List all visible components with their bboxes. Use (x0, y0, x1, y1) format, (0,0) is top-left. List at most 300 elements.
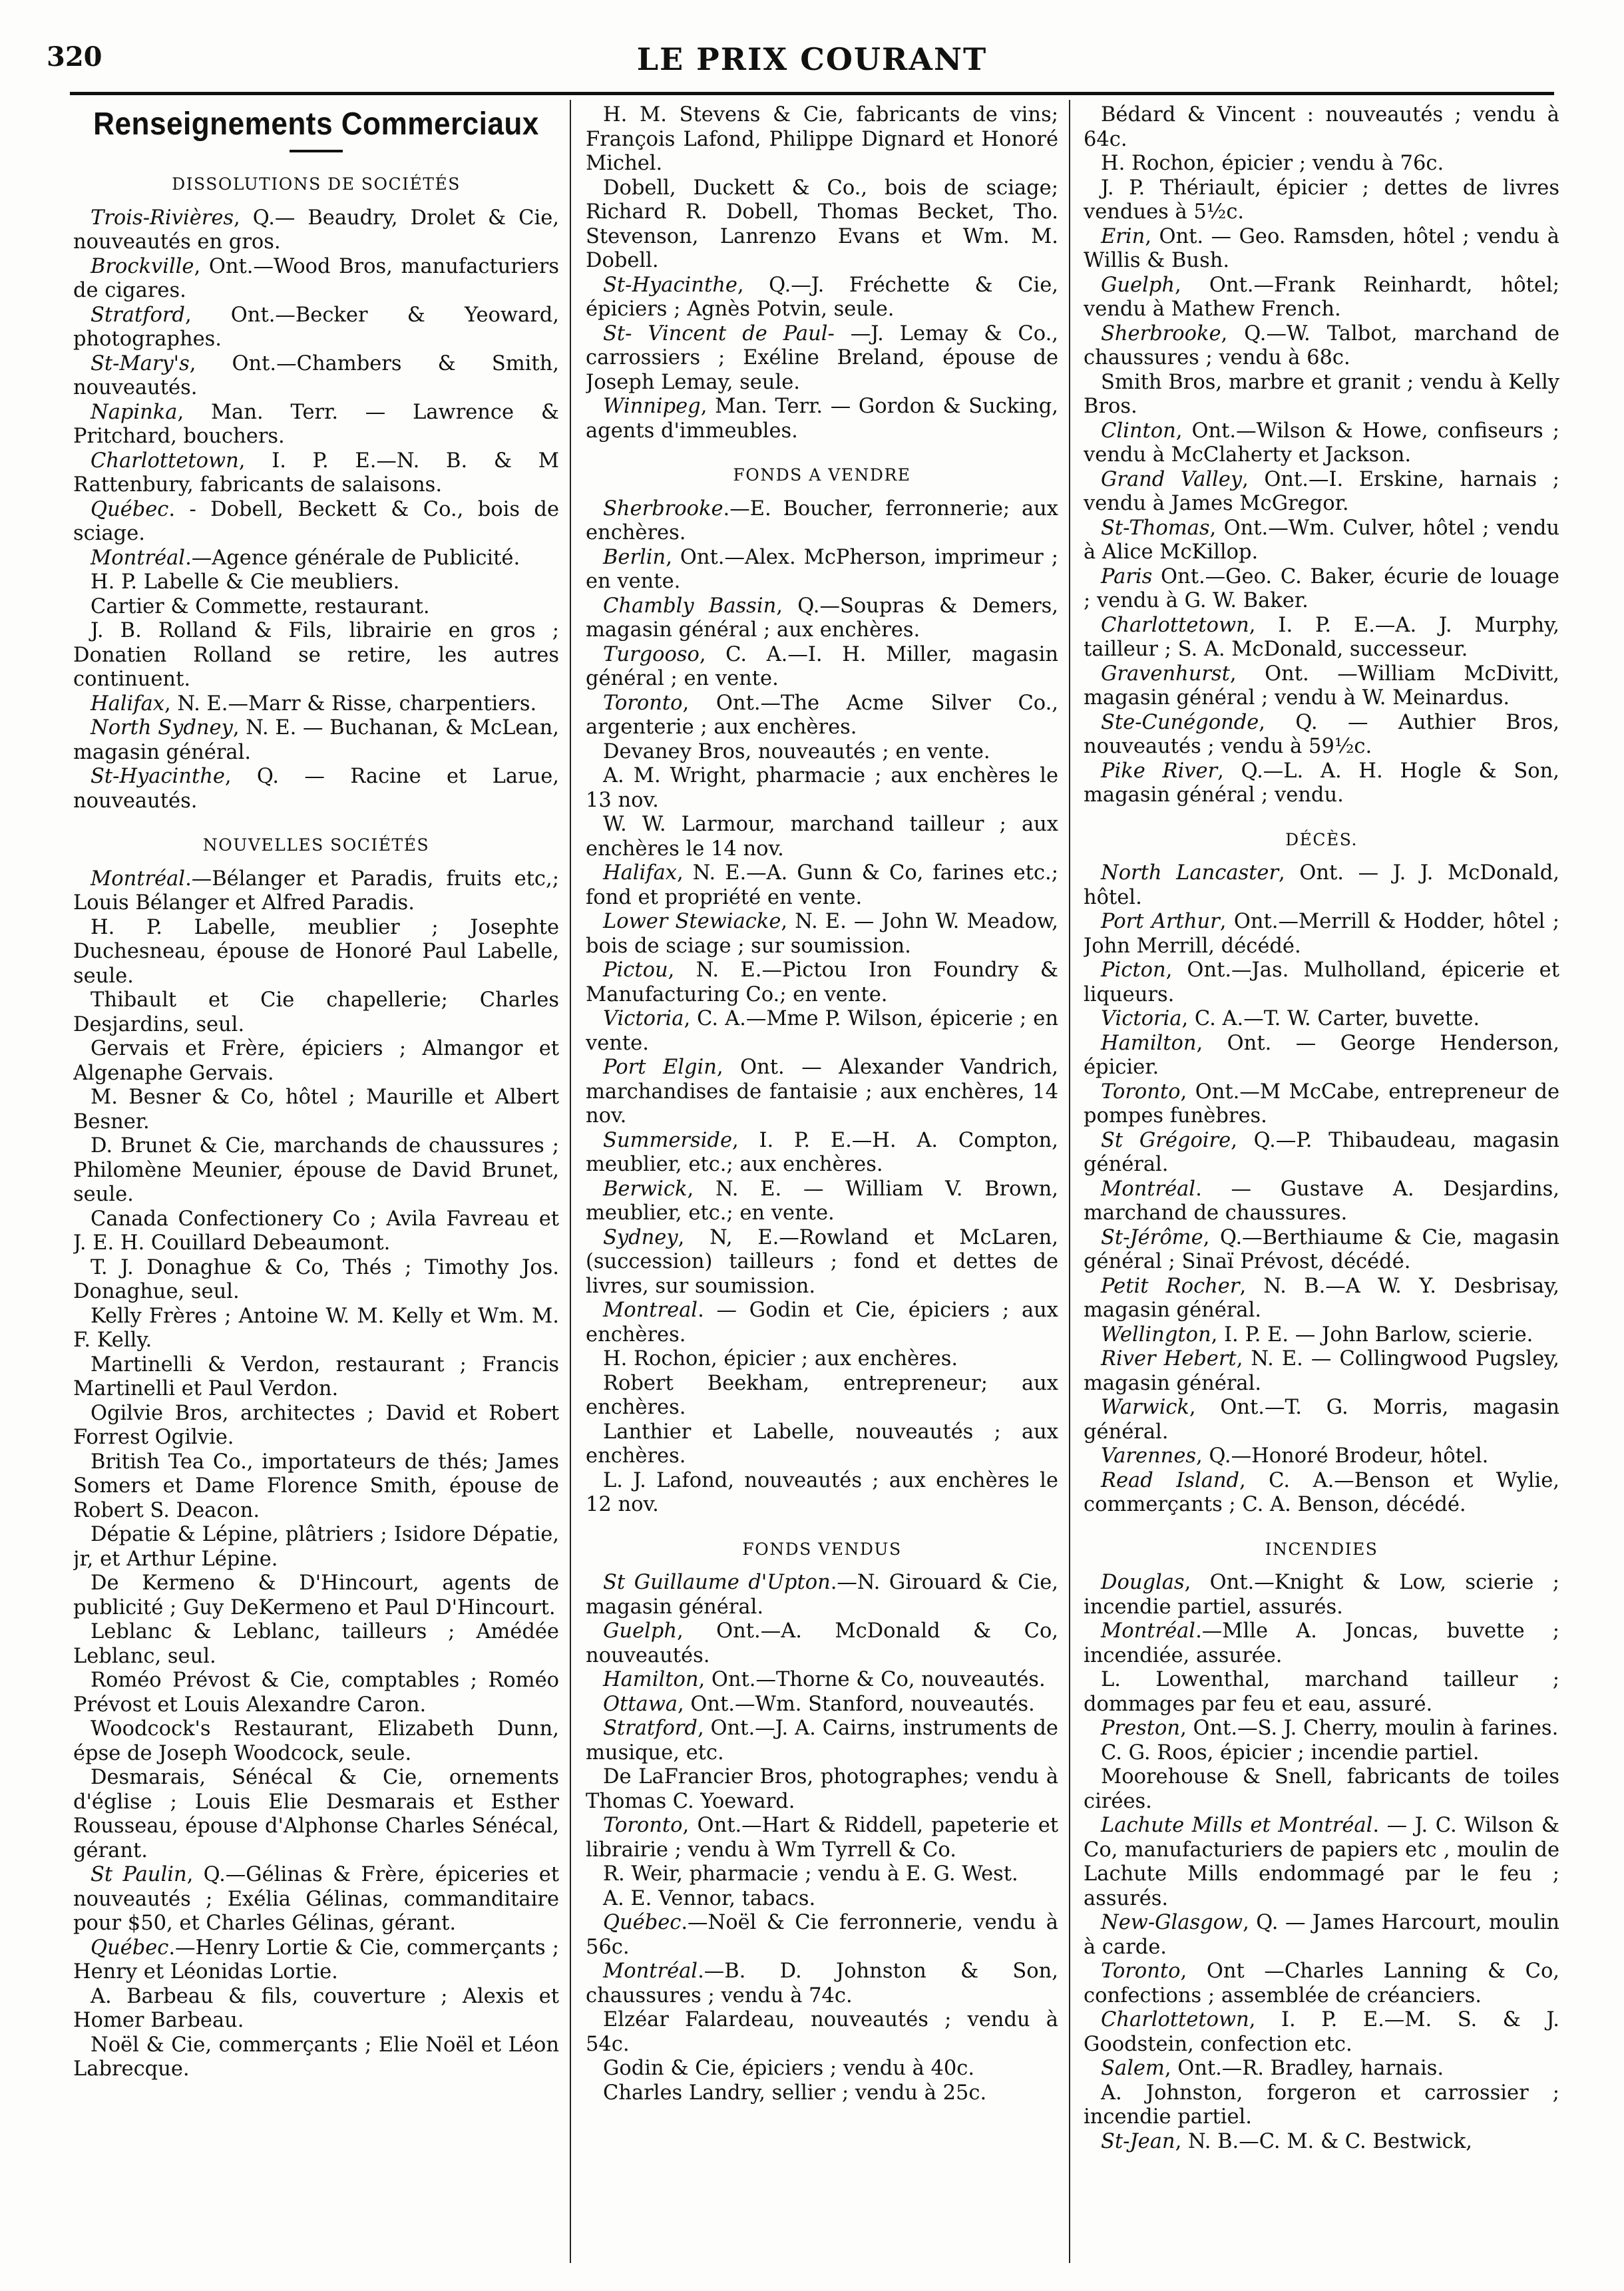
notice-entry (586, 1693, 1058, 1717)
entry-text: M. Besner & Co, hôtel ; Maurille et Albert Besner. (73, 1086, 559, 1134)
section-heading: NOUVELLES SOCIÉTÉS (202, 835, 430, 855)
entry-text: , I. P. E.—M. S. & J. Goodstein, confection etc. (1084, 2008, 1559, 2056)
notice-entry (73, 867, 559, 916)
notice-entry (586, 1299, 1058, 1347)
place-name: Berwick (603, 1177, 688, 1201)
place-name: Ottawa (603, 1692, 678, 1716)
notice-entry (586, 740, 1058, 765)
entry-text: .—Mlle A. Joncas, buvette ; incendiée, assurée. (1084, 1619, 1559, 1667)
entry-text: , Q.—Gélinas & Frère, épiceries et nouveautés ; Exélia Gélinas, commanditaire pour $50, et Charles Gélinas, gérant. (73, 1863, 559, 1935)
page-header (47, 41, 1577, 88)
entry-text: , Ont.—Wood Bros, manufacturiers de cigares. (73, 254, 559, 302)
place-name: Lower Stewiacke (603, 910, 781, 933)
place-name: Toronto (1101, 1080, 1181, 1104)
notice-entry (586, 1887, 1058, 1912)
place-name: Port Elgin (603, 1056, 717, 1079)
notice-entry (1084, 2081, 1559, 2130)
place-name: Montreal (603, 1299, 698, 1322)
entry-text: J. B. Rolland & Fils, librairie en gros ; Donatien Rolland se retire, les autres continuent. (73, 619, 559, 691)
place-name: Hamilton (603, 1668, 699, 1691)
place-name: Chambly Bassin (603, 594, 777, 618)
notice-entry (73, 1037, 559, 1086)
notice-entry (73, 1936, 559, 1985)
entry-text: , N. E.—Pictou Iron Foundry & Manufacturing Co.; en vente. (586, 958, 1058, 1006)
entry-text: A. M. Wright, pharmacie ; aux enchères le 13 nov. (586, 764, 1058, 812)
notice-entry (1084, 517, 1559, 565)
entry-text: , C. A.—Mme P. Wilson, épicerie ; en vente. (586, 1007, 1058, 1055)
notice-entry (586, 1717, 1058, 1765)
place-name: Berlin (603, 545, 666, 569)
notice-entry (73, 1985, 559, 2033)
notice-entry (73, 988, 559, 1037)
entry-text: R. Weir, pharmacie ; vendu à E. G. West. (603, 1862, 1018, 1886)
entry-text: , Q. — James Harcourt, moulin à carde. (1084, 1911, 1559, 1959)
place-name: Charlottetown (91, 449, 239, 473)
entry-text: . — Godin et Cie, épiciers ; aux enchères. (586, 1299, 1058, 1347)
entry-text: , N. E. — Buchanan, & McLean, magasin général. (73, 716, 559, 764)
notice-entry (1084, 1226, 1559, 1275)
notice-entry (1084, 1444, 1559, 1469)
notice-entry (586, 594, 1058, 643)
place-name: Grand Valley (1101, 467, 1243, 491)
place-name: Petit Rocher (1101, 1274, 1240, 1298)
notice-entry (1084, 958, 1559, 1007)
entry-text: Canada Confectionery Co ; Avila Favreau et J. E. H. Couillard Debeaumont. (73, 1207, 559, 1255)
notice-entry (1084, 1080, 1559, 1129)
column-divider (570, 100, 571, 2263)
entry-text: , Ont.—Wm. Culver, hôtel ; vendu à Alice McKillop. (1084, 516, 1559, 564)
notice-entry (586, 176, 1058, 274)
notice-entry (73, 206, 559, 255)
notice-entry (73, 498, 559, 546)
entry-text: , N. E.—A. Gunn & Co, farines etc.; fond et propriété en vente. (586, 861, 1058, 909)
entry-text: Dobell, Duckett & Co., bois de sciage; Richard R. Dobell, Thomas Becket, Tho. Stevenson, Lanrenzo Evans et Wm. M. Dobell. (586, 176, 1058, 272)
notice-entry (73, 716, 559, 765)
entry-text: , Q.—Berthiaume & Cie, magasin général ; Sinaï Prévost, décédé. (1084, 1225, 1559, 1273)
entry-text: L. J. Lafond, nouveautés ; aux enchères le 12 nov. (586, 1468, 1058, 1516)
notice-entry (586, 2008, 1058, 2057)
entry-text: C. G. Roos, épicier ; incendie partiel. (1101, 1741, 1480, 1765)
entry-text: , Ont.—S. J. Cherry, moulin à farines. (1180, 1717, 1559, 1740)
place-name: St Grégoire (1101, 1128, 1231, 1152)
notice-entry (1084, 662, 1559, 711)
notice-entry (586, 1668, 1058, 1693)
notice-entry (586, 1056, 1058, 1129)
entry-text: Ogilvie Bros, architectes ; David et Robert Forrest Ogilvie. (73, 1401, 559, 1449)
place-name: Toronto (603, 1814, 683, 1837)
notice-entry (586, 103, 1058, 176)
place-name: Wellington (1101, 1323, 1211, 1347)
entry-text: , I. P. E.—H. A. Compton, meublier, etc.; aux enchères. (586, 1128, 1058, 1176)
place-name: Lachute Mills et Montréal (1101, 1814, 1373, 1837)
entry-text: .—B. D. Johnston & Son, chaussures ; vendu à 74c. (586, 1960, 1058, 2007)
place-name: Halifax (603, 861, 677, 885)
notice-entry (1084, 910, 1559, 958)
place-name: Stratford (603, 1717, 698, 1740)
place-name: Varennes (1101, 1444, 1197, 1468)
notice-entry (1084, 1032, 1559, 1080)
place-name: Preston (1101, 1717, 1181, 1740)
notice-entry (1084, 468, 1559, 517)
entry-text: Roméo Prévost & Cie, comptables ; Roméo Prévost et Louis Alexandre Caron. (73, 1669, 559, 1717)
place-name: Montréal (1101, 1619, 1196, 1643)
place-name: St-Hyacinthe (603, 273, 737, 297)
notice-entry (1084, 1717, 1559, 1741)
place-name: St Guillaume d'Upton (603, 1571, 831, 1594)
place-name: North Sydney (91, 716, 233, 739)
place-name: Halifax (91, 692, 164, 716)
notice-entry (586, 1347, 1058, 1372)
place-name: Guelph (603, 1619, 677, 1643)
notice-entry (586, 692, 1058, 740)
place-name: Charlottetown (1101, 613, 1249, 637)
entry-text: , Ont.—I. Erskine, harnais ; vendu à James McGregor. (1084, 467, 1559, 515)
entry-text: Woodcock's Restaurant, Elizabeth Dunn, épse de Joseph Woodcock, seule. (73, 1717, 559, 1765)
notice-entry (73, 692, 559, 717)
notice-entry (586, 546, 1058, 594)
notice-entry (73, 1256, 559, 1305)
notice-entry (586, 958, 1058, 1007)
entry-text: .—N. Girouard & Cie, magasin général. (586, 1571, 1058, 1619)
entry-text: W. W. Larmour, marchand tailleur ; aux enchères le 14 nov. (586, 813, 1058, 861)
entry-text: . — J. C. Wilson & Co, manufacturiers de papiers etc , moulin de Lachute Mills endommagé par le feu ; assurés. (1084, 1814, 1559, 1910)
section-heading: INCENDIES (1265, 1539, 1378, 1559)
notice-entry (1084, 711, 1559, 759)
entry-text: , Q.—P. Thibaudeau, magasin général. (1084, 1128, 1559, 1176)
entry-text: , N. B.—C. M. & C. Bestwick, (1175, 2129, 1472, 2153)
place-name: Toronto (603, 691, 683, 715)
place-name: Hamilton (1101, 1031, 1197, 1055)
entry-text: H. Rochon, épicier ; aux enchères. (603, 1347, 958, 1370)
notice-entry (73, 352, 559, 401)
notice-entry (586, 497, 1058, 546)
entry-text: Ont.—Geo. C. Baker, écurie de louage ; vendu à G. W. Baker. (1084, 564, 1559, 612)
entry-text: Smith Bros, marbre et granit ; vendu à Kelly Bros. (1084, 370, 1559, 418)
notice-entry (1084, 419, 1559, 468)
notice-entry (73, 1863, 559, 1936)
place-name: Winnipeg (603, 395, 701, 418)
place-name: St-Hyacinthe (91, 765, 225, 788)
entry-text: , Ont. — George Henderson, épicier. (1084, 1031, 1559, 1079)
place-name: Warwick (1101, 1396, 1189, 1419)
notice-entry (586, 1765, 1058, 1814)
place-name: Trois-Rivières (91, 206, 234, 230)
place-name: Gravenhurst (1101, 662, 1230, 686)
notice-entry (73, 570, 559, 595)
header-rule (70, 92, 1554, 95)
notice-entry (73, 1450, 559, 1524)
notice-entry (73, 304, 559, 352)
notice-entry (1084, 371, 1559, 419)
entry-text: . - Dobell, Beckett & Co., bois de sciage. (73, 497, 559, 545)
place-name: Pike River (1101, 759, 1218, 783)
notice-entry (1084, 1814, 1559, 1911)
entry-text: . — Gustave A. Desjardins, marchand de chaussures. (1084, 1177, 1559, 1225)
notice-entry (1084, 2008, 1559, 2057)
notice-entry (586, 910, 1058, 958)
place-name: Montréal (91, 546, 186, 570)
notice-entry (73, 765, 559, 813)
entry-text: De LaFrancier Bros, photographes; vendu à Thomas C. Yoeward. (586, 1765, 1058, 1813)
entry-text: , Q.—L. A. H. Hogle & Son, magasin général ; vendu. (1084, 759, 1559, 807)
entry-text: D. Brunet & Cie, marchands de chaussures ; Philomène Meunier, épouse de David Brunet, seule. (73, 1134, 559, 1206)
place-name: Guelph (1101, 273, 1175, 297)
section-heading: FONDS VENDUS (742, 1539, 902, 1559)
notice-entry (1084, 2057, 1559, 2081)
entry-text: , I. P. E.—A. J. Murphy, tailleur ; S. A. McDonald, successeur. (1084, 613, 1559, 661)
notice-entry (73, 619, 559, 692)
notice-entry (73, 595, 559, 620)
place-name: St-Jean (1101, 2129, 1175, 2153)
entry-text: , Q.—Honoré Brodeur, hôtel. (1196, 1444, 1489, 1468)
entry-text: H. Rochon, épicier ; vendu à 76c. (1101, 152, 1444, 175)
notice-entry (73, 255, 559, 304)
place-name: Napinka (91, 400, 178, 424)
entry-text: H. P. Labelle, meublier ; Josephte Duchesneau, épouse de Honoré Paul Labelle, seule. (73, 915, 559, 988)
place-name: Brockville (91, 254, 194, 278)
notice-entry (73, 916, 559, 989)
entry-text: L. Lowenthal, marchand tailleur ; dommages par feu et eau, assuré. (1084, 1668, 1559, 1716)
entry-text: , Ont.—Thorne & Co, nouveautés. (698, 1668, 1046, 1691)
entry-text: A. Barbeau & fils, couverture ; Alexis et Homer Barbeau. (73, 1984, 559, 2032)
text-column-1 (73, 103, 559, 2260)
entry-text: , Ont.—Jas. Mulholland, épicerie et liqueurs. (1084, 958, 1559, 1006)
notice-entry (1084, 1469, 1559, 1518)
entry-text: , Q. — Racine et Larue, nouveautés. (73, 765, 559, 813)
place-name: Montréal (603, 1960, 698, 1983)
entry-text: A. E. Vennor, tabacs. (603, 1886, 816, 1910)
notice-entry (1084, 759, 1559, 808)
entry-text: , N. E. — Collingwood Pugsley, magasin général. (1084, 1347, 1559, 1395)
place-name: River Hebert (1101, 1347, 1237, 1370)
notice-entry (1084, 861, 1559, 910)
notice-entry (73, 1717, 559, 1766)
entry-text: .—Noël & Cie ferronnerie, vendu à 56c. (586, 1911, 1058, 1959)
title-rule (290, 150, 343, 152)
notice-entry (73, 1620, 559, 1669)
entry-text: , N, E.—Rowland et McLaren, (succession) tailleurs ; fond et dettes de livres, sur soumission. (586, 1225, 1058, 1298)
place-name: Québec (91, 1936, 169, 1960)
entry-text: Dépatie & Lépine, plâtriers ; Isidore Dépatie, jr, et Arthur Lépine. (73, 1523, 559, 1571)
entry-text: , C. A.—I. H. Miller, magasin général ; en vente. (586, 642, 1058, 690)
place-name: St-Thomas (1101, 516, 1210, 540)
notice-entry (586, 322, 1058, 395)
entry-text: Charles Landry, sellier ; vendu à 25c. (603, 2081, 987, 2105)
notice-entry (586, 861, 1058, 910)
entry-text: Robert Beekham, entrepreneur; aux enchères. (586, 1371, 1058, 1419)
place-name: Pictou (603, 958, 668, 982)
notice-entry (586, 1129, 1058, 1177)
entry-text: , Ont.—Frank Reinhardt, hôtel; vendu à Mathew French. (1084, 273, 1559, 321)
place-name: Stratford (91, 303, 185, 327)
place-name: Québec (603, 1911, 682, 1934)
notice-entry (586, 1862, 1058, 1887)
notice-entry (586, 1814, 1058, 1862)
notice-entry (73, 2033, 559, 2082)
notice-entry (1084, 565, 1559, 614)
notice-entry (1084, 176, 1559, 225)
entry-text: Elzéar Falardeau, nouveautés ; vendu à 54c. (586, 2008, 1058, 2056)
entry-text: , Ont.—Chambers & Smith, nouveautés. (73, 351, 559, 399)
entry-text: - —J. Lemay & Co., carrossiers ; Exéline Breland, épouse de Joseph Lemay, seule. (586, 321, 1058, 394)
entry-text: , Man. Terr. — Lawrence & Pritchard, bouchers. (73, 400, 559, 448)
section-heading: DISSOLUTIONS DE SOCIÉTÉS (172, 174, 461, 194)
entry-text: British Tea Co., importateurs de thés; James Somers et Dame Florence Smith, épouse de Robert S. Deacon. (73, 1450, 559, 1522)
place-name: New-Glasgow (1101, 1911, 1243, 1934)
notice-entry (586, 1469, 1058, 1518)
notice-entry (1084, 1129, 1559, 1177)
entry-text: Godin & Cie, épiciers ; vendu à 40c. (603, 2057, 975, 2080)
entry-text: , Ont.—J. A. Cairns, instruments de musique, etc. (586, 1717, 1058, 1765)
entry-text: H. P. Labelle & Cie meubliers. (91, 570, 400, 594)
notice-entry (73, 1086, 559, 1134)
notice-entry (1084, 1960, 1559, 2008)
place-name: Montréal (1101, 1177, 1196, 1201)
entry-text: H. M. Stevens & Cie, fabricants de vins; François Lafond, Philippe Dignard et Honoré Michel. (586, 103, 1058, 175)
section-heading: DÉCÈS. (1285, 829, 1358, 849)
text-column-2 (586, 103, 1058, 2260)
place-name: Erin (1101, 224, 1145, 248)
notice-entry (73, 1571, 559, 1620)
notice-entry (1084, 1571, 1559, 1619)
place-name: Toronto (1101, 1960, 1181, 1983)
notice-entry (1084, 1396, 1559, 1444)
notice-entry (586, 2057, 1058, 2081)
place-name: Douglas (1101, 1571, 1185, 1594)
entry-text: Lanthier et Labelle, nouveautés ; aux enchères. (586, 1420, 1058, 1468)
notice-entry (586, 1177, 1058, 1226)
place-name: Read Island (1101, 1468, 1239, 1492)
entry-text: .—Henry Lortie & Cie, commerçants ; Henry et Léonidas Lortie. (73, 1936, 559, 1983)
place-name: Sherbrooke (1101, 321, 1221, 345)
text-column-3 (1084, 103, 1559, 2260)
notice-entry (73, 1134, 559, 1207)
notice-entry (73, 1305, 559, 1353)
publication-title: LE PRIX COURANT (636, 41, 988, 77)
entry-text: Desmarais, Sénécal & Cie, ornements d'église ; Louis Elie Desmarais et Esther Rousseau, épouse d'Alphonse Charles Sénécal, gérant. (73, 1766, 559, 1862)
entry-text: , Ont.—Alex. McPherson, imprimeur ; en vente. (586, 545, 1058, 593)
entry-text: Noël & Cie, commerçants ; Elie Noël et Léon Labrecque. (73, 2033, 559, 2081)
notice-entry (73, 1402, 559, 1450)
notice-entry (586, 1571, 1058, 1619)
entry-text: , Man. Terr. — Gordon & Sucking, agents d'immeubles. (586, 395, 1058, 443)
notice-entry (1084, 2130, 1559, 2155)
entry-text: Devaney Bros, nouveautés ; en vente. (603, 739, 990, 763)
notice-entry (1084, 1007, 1559, 1032)
place-name: Montréal (91, 867, 186, 891)
notice-entry (586, 813, 1058, 861)
notice-entry (73, 401, 559, 449)
entry-text: , Ont.—Hart & Riddell, papeterie et librairie ; vendu à Wm Tyrrell & Co. (586, 1814, 1058, 1862)
place-name: Victoria (1101, 1007, 1182, 1030)
entry-text: , Q.— Beaudry, Drolet & Cie, nouveautés en gros. (73, 206, 559, 254)
entry-text: , Q.—W. Talbot, marchand de chaussures ; vendu à 68c. (1084, 321, 1559, 369)
notice-entry (586, 1960, 1058, 2008)
entry-text: , Ont. — Alexander Vandrich, marchandises de fantaisie ; aux enchères, 14 nov. (586, 1056, 1058, 1128)
notice-entry (586, 274, 1058, 322)
notice-entry (586, 1911, 1058, 1960)
entry-text: , Ont.—Knight & Low, scierie ; incendie partiel, assurés. (1084, 1571, 1559, 1619)
entry-text: , Ont.—The Acme Silver Co., argenterie ; aux enchères. (586, 691, 1058, 739)
entry-text: , I. P. E. — John Barlow, scierie. (1211, 1323, 1533, 1347)
place-name: Victoria (603, 1007, 684, 1030)
place-name: Salem (1101, 2057, 1165, 2080)
entry-text: , N. B.—A W. Y. Desbrisay, magasin général. (1084, 1274, 1559, 1322)
notice-entry (1084, 1765, 1559, 1814)
notice-entry (73, 449, 559, 498)
notice-entry (586, 395, 1058, 443)
notice-entry (1084, 225, 1559, 274)
entry-text: Leblanc & Leblanc, tailleurs ; Amédée Leblanc, seul. (73, 1620, 559, 1668)
place-name: St-Mary's (91, 351, 190, 375)
entry-text: Bédard & Vincent : nouveautés ; vendu à 64c. (1084, 103, 1559, 151)
notice-entry (1084, 274, 1559, 322)
entry-text: , Ont.—Merrill & Hodder, hôtel ; John Merrill, décédé. (1084, 910, 1559, 958)
entry-text: Thibault et Cie chapellerie; Charles Desjardins, seul. (73, 988, 559, 1036)
entry-text: T. J. Donaghue & Co, Thés ; Timothy Jos. Donaghue, seul. (73, 1255, 559, 1303)
entry-text: , Ont.—Becker & Yeoward, photographes. (73, 303, 559, 351)
entry-text: Kelly Frères ; Antoine W. M. Kelly et Wm. M. F. Kelly. (73, 1304, 559, 1352)
entry-text: , Q.—Soupras & Demers, magasin général ; aux enchères. (586, 594, 1058, 642)
place-name: North Lancaster (1101, 861, 1279, 885)
notice-entry (586, 1372, 1058, 1420)
notice-entry (1084, 1668, 1559, 1717)
entry-text: Martinelli & Verdon, restaurant ; Francis Martinelli et Paul Verdon. (73, 1353, 559, 1400)
notice-entry (73, 1207, 559, 1256)
entry-text: , Ont. — Geo. Ramsden, hôtel ; vendu à Willis & Bush. (1084, 224, 1559, 272)
notice-entry (1084, 1741, 1559, 1766)
entry-text: , N. E.—Marr & Risse, charpentiers. (164, 692, 537, 716)
notice-entry (73, 1353, 559, 1402)
place-name: Sydney (603, 1225, 678, 1249)
place-name: Port Arthur (1101, 910, 1220, 933)
notice-entry (586, 1226, 1058, 1299)
entry-text: , C. A.—T. W. Carter, buvette. (1181, 1007, 1480, 1030)
entry-text: De Kermeno & D'Hincourt, agents de publicité ; Guy DeKermeno et Paul D'Hincourt. (73, 1571, 559, 1619)
entry-text: , C. A.—Benson et Wylie, commerçants ; C. A. Benson, décédé. (1084, 1468, 1559, 1516)
entry-text: , Ont. — J. J. McDonald, hôtel. (1084, 861, 1559, 909)
entry-text: , Ont.—A. McDonald & Co, nouveautés. (586, 1619, 1058, 1667)
notice-entry (586, 2081, 1058, 2106)
notice-entry (1084, 152, 1559, 176)
entry-text: Gervais et Frère, épiciers ; Almangor et Algenaphe Gervais. (73, 1037, 559, 1085)
entry-text: , Q.—J. Fréchette & Cie, épiciers ; Agnès Potvin, seule. (586, 273, 1058, 321)
notice-entry (586, 1420, 1058, 1469)
place-name: Québec (91, 497, 169, 521)
notice-entry (1084, 1347, 1559, 1396)
notice-entry (1084, 1619, 1559, 1668)
notice-entry (1084, 1323, 1559, 1348)
notice-entry (586, 1619, 1058, 1668)
entry-text: .—E. Boucher, ferronnerie; aux enchères. (586, 497, 1058, 544)
entry-text: , N. E. — William V. Brown, meublier, etc.; en vente. (586, 1177, 1058, 1225)
column-divider (1069, 100, 1070, 2263)
entry-text: , Q. — Authier Bros, nouveautés ; vendu à 59½c. (1084, 710, 1559, 758)
place-name: Picton (1101, 958, 1166, 982)
entry-text: , I. P. E.—N. B. & M Rattenbury, fabricants de salaisons. (73, 449, 559, 497)
place-name: St-Jérôme (1101, 1225, 1203, 1249)
entry-text: , Ont.—Wm. Stanford, nouveautés. (678, 1692, 1035, 1716)
entry-text: Cartier & Commette, restaurant. (91, 594, 430, 618)
place-name: Paris (1101, 564, 1153, 588)
place-name: Ste-Cunégonde (1101, 710, 1259, 734)
notice-entry (73, 1523, 559, 1571)
notice-entry (586, 1007, 1058, 1056)
entry-text: , Ont —Charles Lanning & Co, confections ; assemblée de créanciers. (1084, 1960, 1559, 2007)
entry-text: , Ont.—T. G. Morris, magasin général. (1084, 1396, 1559, 1444)
notice-entry (1084, 1177, 1559, 1226)
place-name: Turgooso (603, 642, 700, 666)
